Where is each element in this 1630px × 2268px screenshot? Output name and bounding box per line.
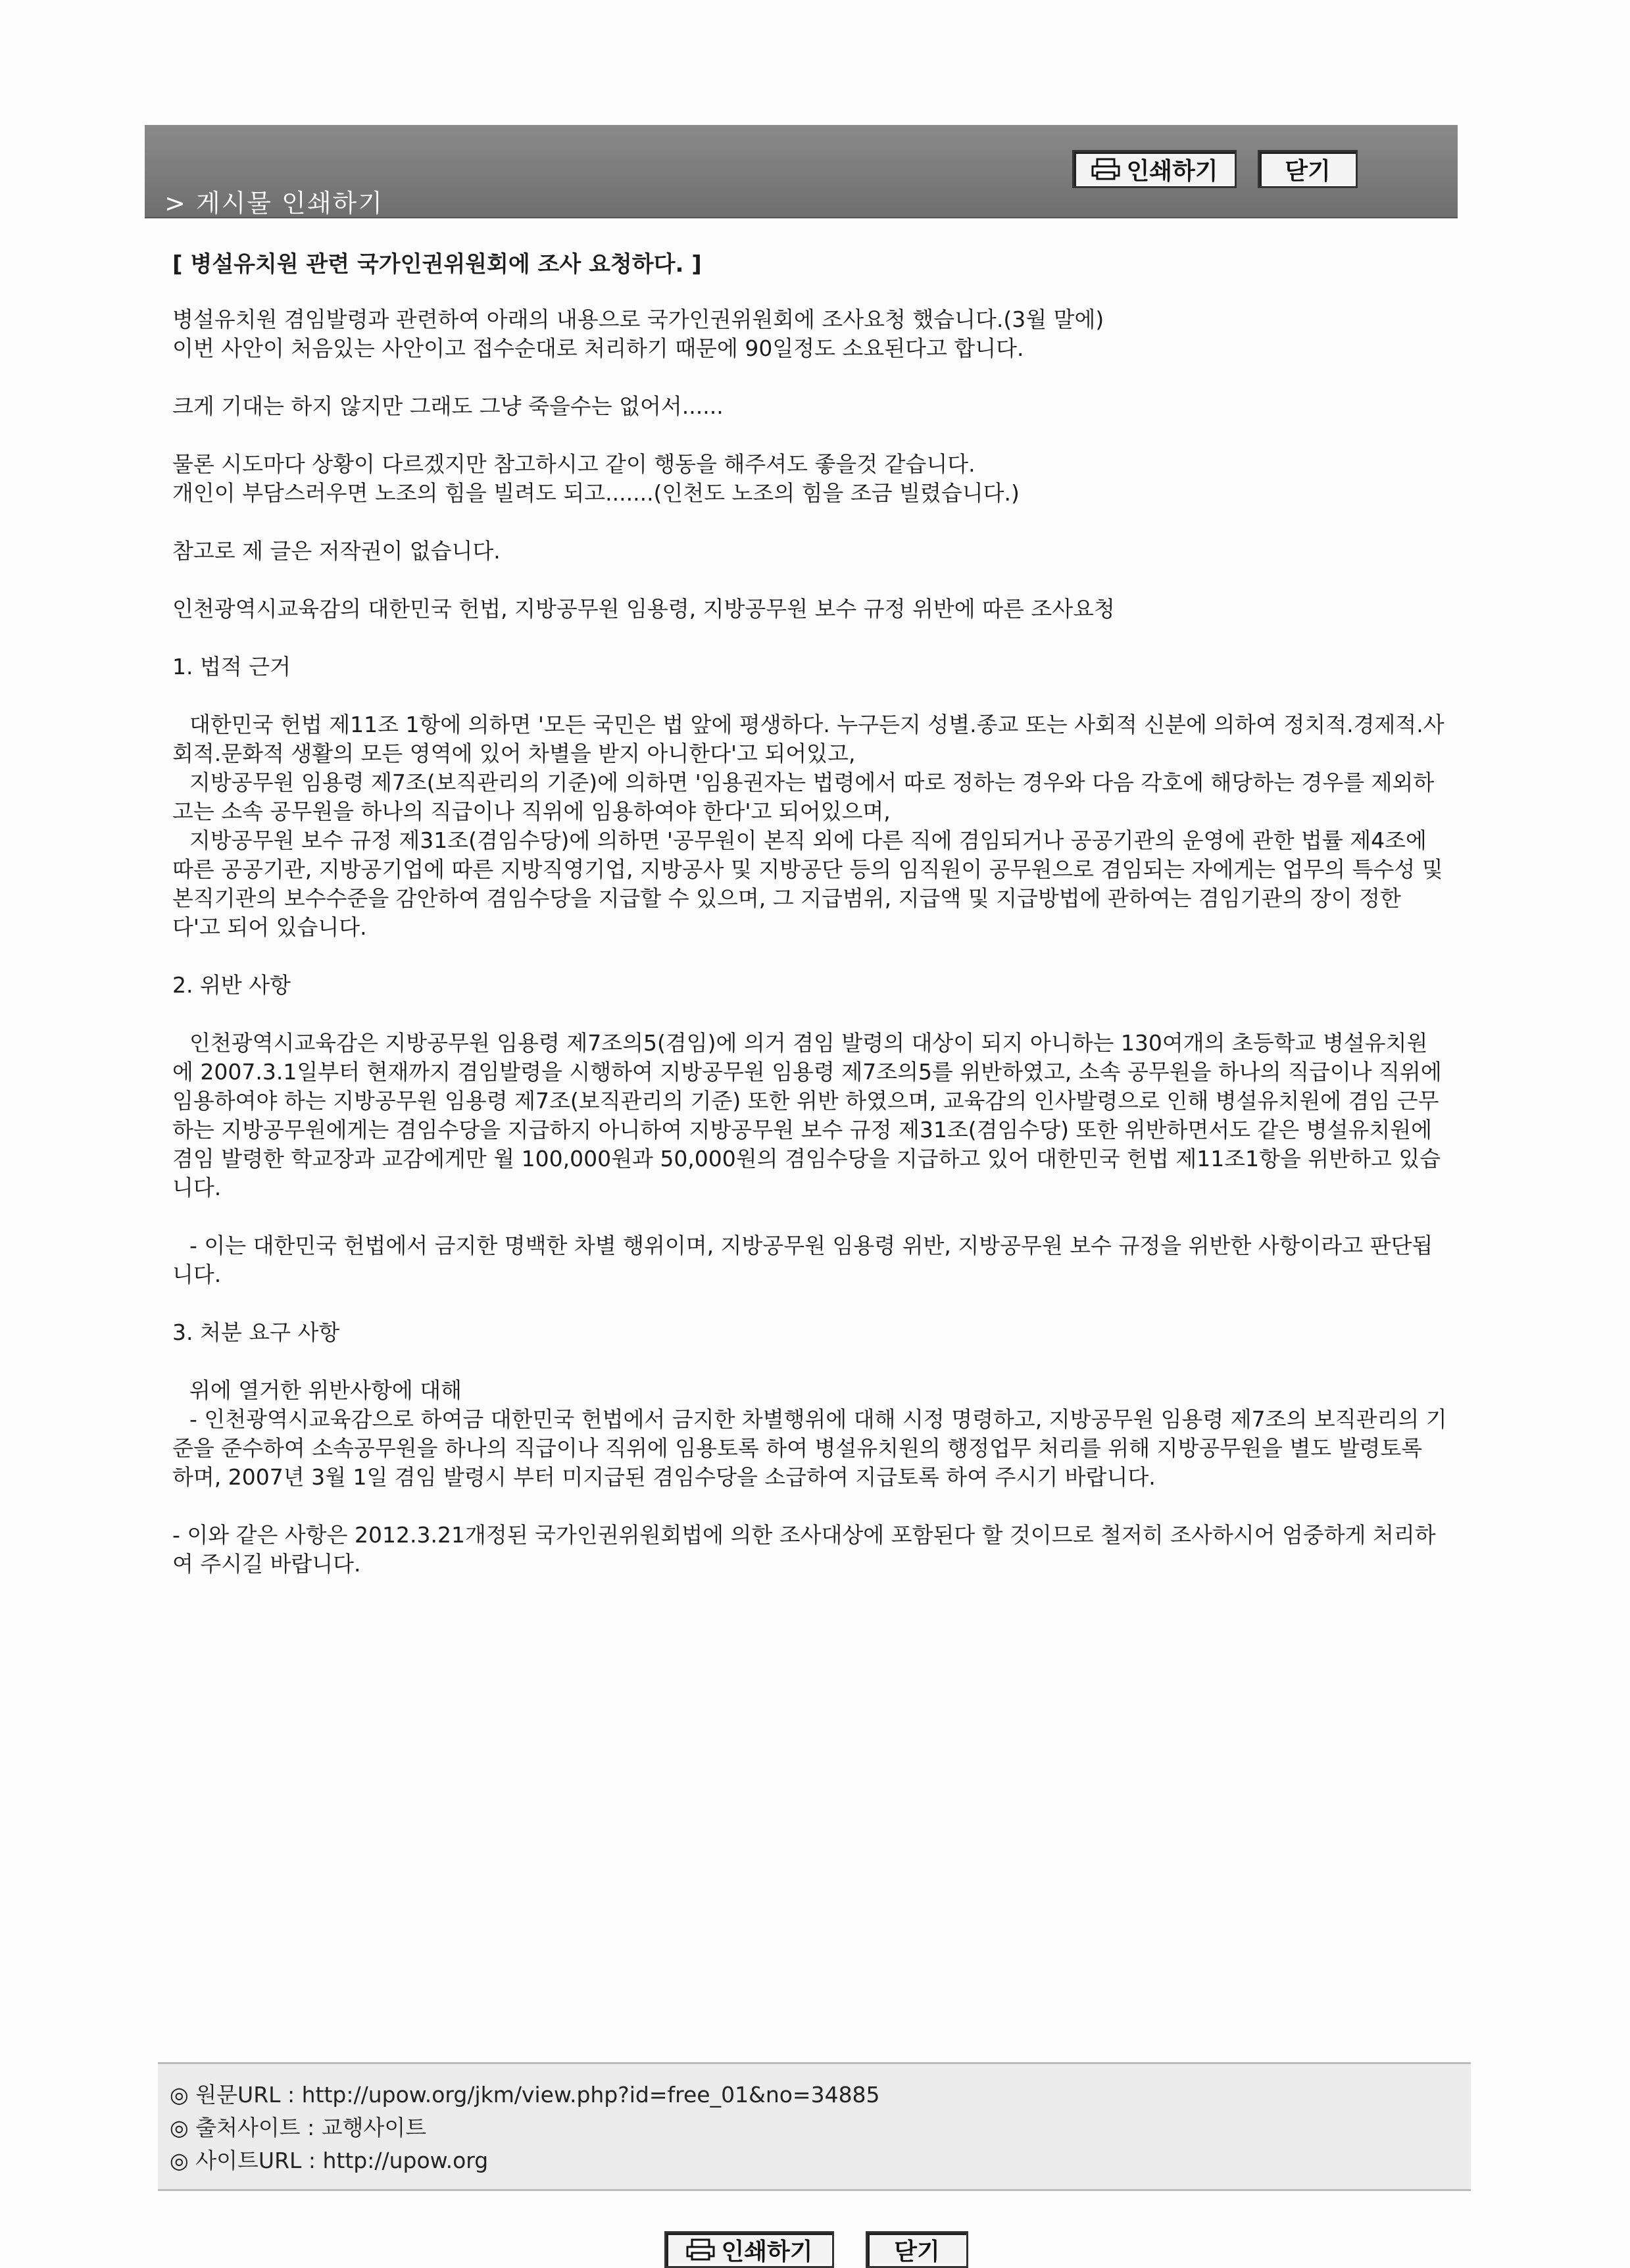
print-header-bar [145,125,1458,218]
print-button-label: 인쇄하기 [721,2238,813,2265]
printer-icon [1091,158,1121,180]
site-url: ◎ 사이트URL : http://upow.org [170,2148,489,2173]
paragraph: 병설유치원 겸임발령과 관련하여 아래의 내용으로 국가인권위원회에 조사요청 했습니다.(3월 말에) [172,307,1104,332]
close-button-label: 닫기 [894,2238,940,2265]
post-title: [ 병설유치원 관련 국가인권위원회에 조사 요청하다. ] [172,251,702,278]
paragraph: 개인이 부담스러우면 노조의 힘을 빌려도 되고.......(인천도 노조의 힘을 조금 빌렸습니다.) [172,480,1020,506]
paragraph: 인천광역시교육감은 지방공무원 임용령 제7조의5(겸임)에 의거 겸임 발령의 대상이 되지 아니하는 130여개의 초등학교 병설유치원에 2007.3.1일부터 현재까지 겸임발령을 시행하여 지방공무원 임용령 제7조의5를 위반하였고, 소속 공무원을 하나의 직급이나 직위에 임용하여야 하는 지방공무원 임용령 제7조(보직관리의 기준) 또한 위반 하였으며, 교육감의 인사발령으로 인해 병설유치원에 겸임 근무하는 지방공무원에게는 겸임수당을 지급하지 아니하여 지방공무원 보수 규정 제31조(겸임수당) 또한 위반하면서도 같은 병설유치원에 겸임 발령한 학교장과 교감에게만 월 100,000원과 50,000원의 겸임수당을 지급하고 있어 대한민국 헌법 제11조1항을 위반하고 있습니다. [172,1030,1442,1200]
paragraph: - 이는 대한민국 헌법에서 금지한 명백한 차별 행위이며, 지방공무원 임용령 위반, 지방공무원 보수 규정을 위반한 사항이라고 판단됩니다. [172,1233,1433,1287]
page-title: > 게시물 인쇄하기 [164,189,383,218]
close-button[interactable] [1258,150,1358,188]
paragraph: 물론 시도마다 상황이 다르겠지만 참고하시고 같이 행동을 해주셔도 좋을것 같습니다. [172,451,976,477]
paragraph: 지방공무원 보수 규정 제31조(겸임수당)에 의하면 '공무원이 본직 외에 다른 직에 겸임되거나 공공기관의 운영에 관한 법률 제4조에 따른 공공기관, 지방공기업에 따른 지방직영기업, 지방공사 및 지방공단 등의 임직원이 공무원으로 겸임되는 자에게는 업무의 특수성 및 본직기관의 보수수준을 감안하여 겸임수당을 지급할 수 있으며, 그 지급범위, 지급액 및 지급방법에 관하여는 겸임기관의 장이 정한다'고 되어 있습니다. [172,827,1443,940]
post-content [172,250,1448,1579]
print-button[interactable] [1072,150,1237,188]
printer-icon [685,2238,716,2261]
source-info-box [158,2062,1471,2191]
paragraph: 인천광역시교육감의 대한민국 헌법, 지방공무원 임용령, 지방공무원 보수 규정 위반에 따른 조사요청 [172,596,1115,622]
bottom-print-button[interactable] [664,2231,834,2268]
section-heading: 1. 법적 근거 [172,654,291,679]
paragraph: 지방공무원 임용령 제7조(보직관리의 기준)에 의하면 '임용권자는 법령에서 따로 정하는 경우와 다음 각호에 해당하는 경우를 제외하고는 소속 공무원을 하나의 직급이나 직위에 임용하여야 한다'고 되어있으며, [172,770,1435,824]
source-site: ◎ 출처사이트 : 교행사이트 [170,2115,427,2140]
paragraph: 이번 사안이 처음있는 사안이고 접수순대로 처리하기 때문에 90일정도 소요된다고 합니다. [172,335,1024,361]
source-url: ◎ 원문URL : http://upow.org/jkm/view.php?id=free_01&no=34885 [170,2082,880,2108]
paragraph: 참고로 제 글은 저작권이 없습니다. [172,538,501,564]
bottom-close-button[interactable] [866,2231,968,2268]
paragraph: - 이와 같은 사항은 2012.3.21개정된 국가인권위원회법에 의한 조사대상에 포함된다 할 것이므로 철저히 조사하시어 엄중하게 처리하여 주시길 바랍니다. [172,1522,1436,1577]
section-heading: 3. 처분 요구 사항 [172,1319,340,1345]
paragraph: 크게 기대는 하지 않지만 그래도 그냥 죽을수는 없어서...... [172,393,724,419]
section-heading: 2. 위반 사항 [172,972,291,998]
paragraph: - 인천광역시교육감으로 하여금 대한민국 헌법에서 금지한 차별행위에 대해 시정 명령하고, 지방공무원 임용령 제7조의 보직관리의 기준을 준수하여 소속공무원을 하나의 직급이나 직위에 임용토록 하여 병설유치원의 행정업무 처리를 위해 지방공무원을 별도 발령토록 하며, 2007년 3월 1일 겸임 발령시 부터 미지급된 겸임수당을 소급하여 지급토록 하여 주시기 바랍니다. [172,1406,1447,1490]
print-button-label: 인쇄하기 [1126,157,1218,185]
paragraph: 위에 열거한 위반사항에 대해 [189,1377,462,1403]
close-button-label: 닫기 [1285,157,1331,185]
paragraph: 대한민국 헌법 제11조 1항에 의하면 '모든 국민은 법 앞에 평생하다. 누구든지 성별.종교 또는 사회적 신분에 의하여 정치적.경제적.사회적.문화적 생활의 모든 영역에 있어 차별을 받지 아니한다'고 되어있고, [172,712,1445,766]
